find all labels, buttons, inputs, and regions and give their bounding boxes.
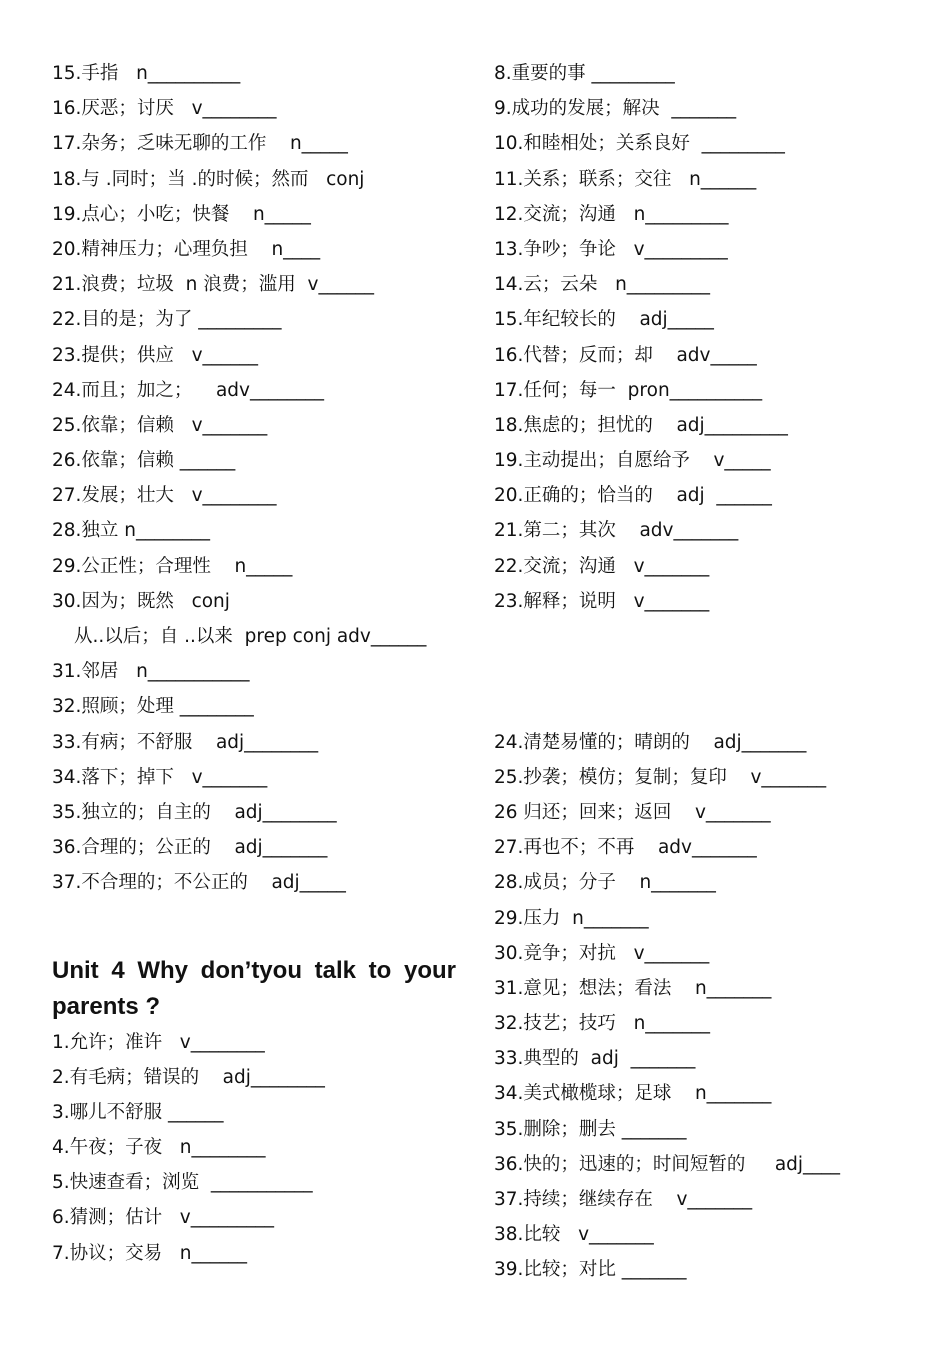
list-item: 19.主动提出；自愿给予 v_____ [494, 450, 771, 472]
list-item: 33.有病；不舒服 adj________ [52, 731, 319, 753]
list-item: 29.公正性；合理性 n_____ [52, 555, 293, 577]
list-item: 15.年纪较长的 adj_____ [494, 309, 714, 331]
list-item: 37.持续；继续存在 v_______ [494, 1189, 753, 1210]
list-item: 36.合理的；公正的 adj_______ [52, 837, 328, 859]
list-item: 8.重要的事 _________ [494, 63, 675, 84]
list-item: 21.第二；其次 adv_______ [494, 520, 739, 542]
left-top-list [52, 56, 462, 901]
list-item: 34.落下；掉下 v_______ [52, 766, 268, 788]
list-item: 23.解释；说明 v_______ [494, 590, 710, 612]
list-item: 34.美式橄榄球；足球 n_______ [494, 1083, 772, 1105]
section-gap [494, 689, 934, 724]
list-item: 6.猜测；估计 v_________ [52, 1207, 274, 1229]
list-item: 38.比较 v_______ [494, 1224, 654, 1246]
list-item: 从..以后；自 ..以来 prep conj adv______ [74, 626, 427, 647]
left-column [52, 56, 462, 1271]
list-item: 20.精神压力；心理负担 n____ [52, 238, 321, 260]
list-item: 13.争吵；争论 v_________ [494, 238, 728, 260]
section-gap [494, 654, 934, 689]
list-item: 27.再也不；不再 adv_______ [494, 837, 757, 859]
list-item: 31.邻居 n___________ [52, 661, 250, 683]
list-item: 30.因为；既然 conj [52, 590, 230, 612]
list-item: 26.依靠；信赖 ______ [52, 450, 236, 472]
list-item: 11.关系；联系；交往 n______ [494, 168, 757, 190]
list-item: 33.典型的 adj _______ [494, 1048, 696, 1070]
unit-heading: Unit 4 Why don’tyou talk to your parents ? [52, 956, 456, 1020]
list-item: 29.压力 n_______ [494, 907, 649, 929]
list-item: 2.有毛病；错误的 adj________ [52, 1066, 325, 1088]
list-item: 28.成员；分子 n_______ [494, 872, 716, 894]
list-item: 21.浪费；垃圾 n 浪费；滥用 v______ [52, 274, 374, 296]
list-item: 23.提供；供应 v______ [52, 344, 259, 366]
list-item: 22.交流；沟通 v_______ [494, 555, 710, 577]
list-item: 25.抄袭；模仿；复制；复印 v_______ [494, 766, 827, 788]
list-item: 18.焦虑的；担忧的 adj_________ [494, 414, 788, 436]
list-item: 37.不合理的；不公正的 adj_____ [52, 872, 346, 894]
list-item: 31.意见；想法；看法 n_______ [494, 977, 772, 999]
list-item: 35.独立的；自主的 adj________ [52, 801, 337, 823]
list-item: 16.代替；反而；却 adv_____ [494, 344, 757, 366]
list-item: 17.杂务；乏味无聊的工作 n_____ [52, 133, 348, 155]
section-gap [52, 901, 462, 952]
list-item: 24.清楚易懂的；晴朗的 adj_______ [494, 731, 807, 753]
list-item: 16.厌恶；讨厌 v________ [52, 98, 277, 120]
list-item: 27.发展；壮大 v________ [52, 485, 277, 507]
list-item: 25.依靠；信赖 v_______ [52, 414, 268, 436]
list-item: 17.任何；每一 pron__________ [494, 379, 763, 401]
list-item: 12.交流；沟通 n_________ [494, 203, 729, 225]
list-item: 32.技艺；技巧 n_______ [494, 1013, 711, 1035]
list-item: 7.协议；交易 n______ [52, 1242, 248, 1264]
list-item: 39.比较；对比 _______ [494, 1259, 687, 1281]
list-item: 14.云；云朵 n_________ [494, 274, 711, 296]
list-item: 3.哪儿不舒服 ______ [52, 1101, 224, 1123]
list-item: 28.独立 n________ [52, 520, 211, 542]
list-item: 5.快速查看；浏览 ___________ [52, 1172, 313, 1194]
list-item: 32.照顾；处理 ________ [52, 696, 254, 718]
list-item: 4.午夜；子夜 n________ [52, 1137, 266, 1159]
list-item: 22.目的是；为了 _________ [52, 309, 282, 331]
list-item: 36.快的；迅速的；时间短暂的 adj____ [494, 1153, 841, 1175]
list-item: 24.而且；加之； adv________ [52, 379, 324, 401]
list-item: 20.正确的；恰当的 adj ______ [494, 485, 772, 507]
right-bottom-list [494, 725, 934, 1288]
list-item: 18.与 .同时；当 .的时候；然而 conj [52, 168, 365, 190]
list-item: 9.成功的发展；解决 _______ [494, 98, 737, 120]
list-item: 26 归还；回来；返回 v_______ [494, 801, 771, 823]
left-bottom-list [52, 1025, 462, 1271]
list-item: 30.竞争；对抗 v_______ [494, 942, 710, 964]
right-column [494, 56, 934, 1288]
right-top-list [494, 56, 934, 619]
list-item: 1.允许；准许 v________ [52, 1031, 265, 1053]
list-item: 35.删除；删去 _______ [494, 1118, 687, 1140]
section-gap [494, 619, 934, 654]
list-item: 19.点心；小吃；快餐 n_____ [52, 203, 311, 225]
list-item: 15.手指 n__________ [52, 63, 241, 84]
list-item: 10.和睦相处；关系良好 _________ [494, 133, 785, 155]
